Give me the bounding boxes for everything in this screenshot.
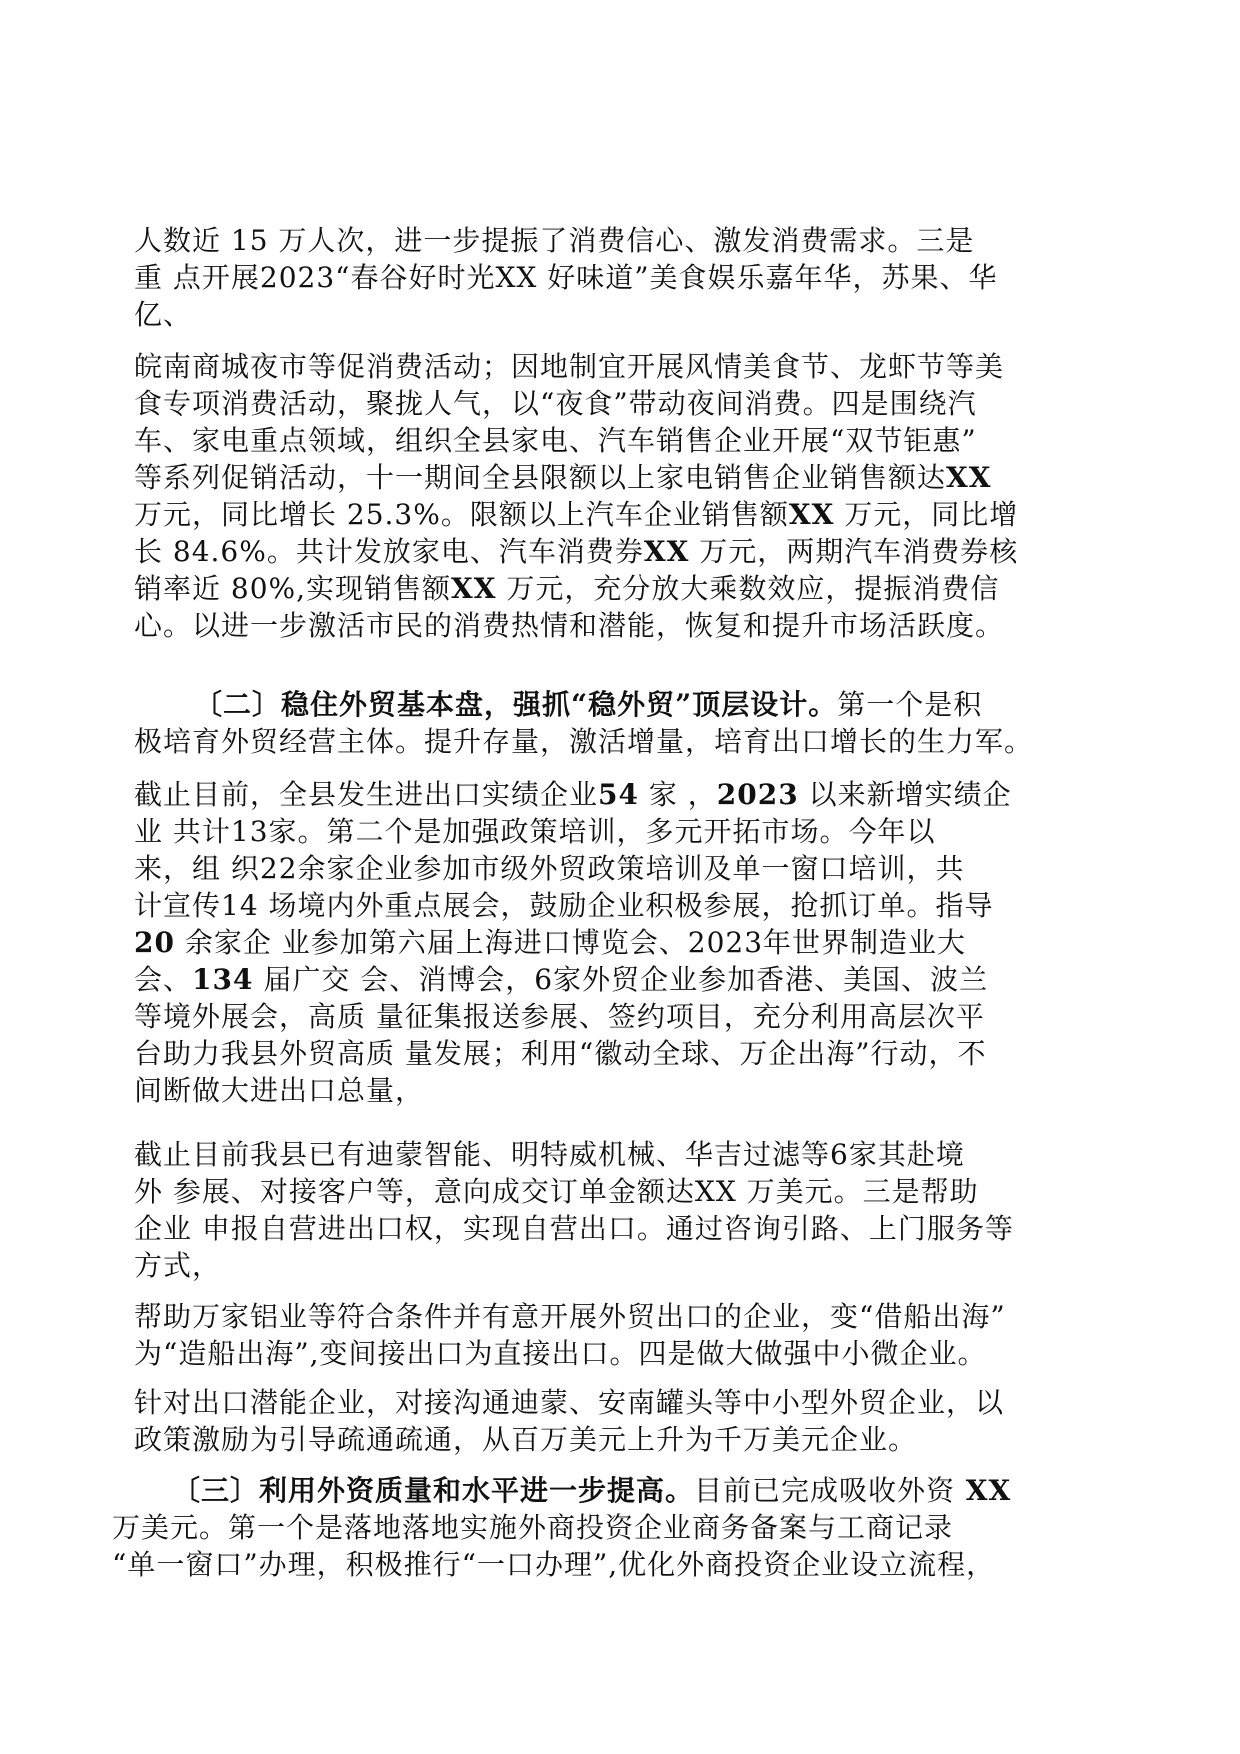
text-line: [112, 1472, 1122, 1509]
text-line: 外 参展、对接客户等，意向成交订单金额达XX 万美元。三是帮助: [134, 1175, 979, 1208]
text-line: [134, 533, 1114, 570]
text-line: 为“造船出海”,变间接出口为直接出口。四是做大做强中小微企业。: [134, 1337, 987, 1370]
text-segment: 目前已完成吸收外资: [694, 1474, 956, 1507]
amount-placeholder: XX: [955, 1474, 1012, 1507]
text-segment: 万元，两期汽车消费券核: [689, 535, 1019, 568]
text-line: 截止目前我县已有迪蒙智能、明特威机械、华吉过滤等6家其赴境: [134, 1138, 965, 1171]
text-line: [134, 961, 1114, 998]
text-line: 间断做大进出口总量，: [134, 1074, 425, 1107]
amount-placeholder: XX: [946, 461, 992, 494]
text-line: 车、家电重点领域，组织全县家电、汽车销售企业开展“双节钜惠”: [134, 424, 977, 457]
text-segment: 以来新增实绩企: [798, 778, 1012, 811]
text-line: 重 点开展2023“春谷好时光XX 好味道”美食娱乐嘉年华，苏果、华: [134, 261, 998, 294]
text-line: 台助力我县外贸高质 量发展；利用“徽动全球、万企出海”行动，不: [134, 1037, 987, 1070]
text-line: [134, 776, 1114, 813]
text-line: 极培育外贸经营主体。提升存量，激活增量，培育出口增长的生力军。: [134, 725, 1034, 758]
paragraph-self-export: [134, 1298, 1114, 1372]
text-line: 皖南商城夜市等促消费活动；因地制宜开展风情美食节、龙虾节等美: [134, 350, 1005, 383]
bold-number: 134: [192, 963, 254, 996]
text-segment: 会、: [134, 963, 193, 996]
text-line: 帮助万家铝业等符合条件并有意开展外贸出口的企业，变“借船出海”: [134, 1300, 1006, 1333]
text-line: [134, 924, 1114, 961]
text-line: 人数近 15 万人次，进一步提振了消费信心、激发消费需求。三是: [134, 224, 975, 257]
text-line: 企业 申报自营进出口权，实现自营出口。通过咨询引路、上门服务等: [134, 1212, 1014, 1245]
text-line: 计宣传14 场境内外重点展会，鼓励企业积极参展，抢抓订单。指导: [134, 889, 994, 922]
amount-placeholder: XX: [451, 572, 497, 605]
text-segment: 等系列促销活动，十一期间全县限额以上家电销售企业销售额达: [134, 461, 947, 494]
text-line: [134, 459, 1114, 496]
paragraph-exhibitions: [134, 1136, 1114, 1284]
paragraph-policy-training: [134, 776, 1114, 1109]
text-line: “单一窗口”办理，积极推行“一口办理”,优化外商投资企业设立流程，: [112, 1548, 996, 1581]
text-segment: 截止目前，全县发生进出口实绩企业: [134, 778, 599, 811]
bold-number: 54: [598, 778, 639, 811]
text-segment: 万元，充分放大乘数效应，提振消费信: [496, 572, 1000, 605]
text-segment: 销率近 80%,实现销售额: [134, 572, 452, 605]
text-segment: 余家企 业参加第六届上海进口博览会、2023年世界制造业大: [174, 926, 967, 959]
text-line: 针对出口潜能企业，对接沟通迪蒙、安南罐头等中小型外贸企业，以: [134, 1386, 1005, 1419]
text-segment: 家 ，: [638, 778, 717, 811]
bold-number: 2023: [716, 778, 799, 811]
paragraph-foreign-investment: [112, 1472, 1122, 1583]
amount-placeholder: XX: [788, 498, 835, 531]
text-line: [134, 570, 1114, 607]
text-line: 业 共计13家。第二个是加强政策培训，多元开拓市场。今年以: [134, 815, 936, 848]
text-line: 等境外展会，高质 量征集报送参展、签约项目，充分利用高层次平: [134, 1000, 985, 1033]
bold-number: 20: [134, 926, 175, 959]
text-line: [134, 686, 1114, 723]
text-line: 心。以进一步激活市民的消费热情和潜能，恢复和提升市场活跃度。: [134, 609, 1005, 642]
amount-placeholder: XX: [643, 535, 690, 568]
text-line: 政策激励为引导疏通疏通，从百万美元上升为千万美元企业。: [134, 1423, 918, 1456]
text-line: 方式，: [134, 1249, 222, 1282]
text-line: 食专项消费活动，聚拢人气，以“夜食”带动夜间消费。四是围绕汽: [134, 387, 977, 420]
text-segment: 第一个是积: [837, 688, 983, 721]
text-line: 亿、: [134, 298, 193, 331]
paragraph-small-enterprises: [134, 1384, 1114, 1458]
text-line: 来，组 织22余家企业参加市级外贸政策培训及单一窗口培训，共: [134, 852, 965, 885]
section-heading: 〔三〕利用外资质量和水平进一步提高。: [172, 1474, 695, 1507]
paragraph-promotion-activities: [134, 348, 1114, 644]
paragraph-foreign-trade: [134, 686, 1114, 760]
text-segment: 万元，同比增长 25.3%。限额以上汽车企业销售额: [134, 498, 789, 531]
text-line: [134, 496, 1114, 533]
text-segment: 万元，同比增: [834, 498, 1019, 531]
text-segment: 长 84.6%。共计发放家电、汽车消费券: [134, 535, 644, 568]
text-line: 万美元。第一个是落地落地实施外商投资企业商务备案与工商记录: [112, 1511, 954, 1544]
text-segment: 届广交 会、消博会，6家外贸企业参加香港、美国、波兰: [253, 963, 989, 996]
paragraph-consumption-events: [134, 222, 1114, 333]
section-heading: 〔二〕稳住外贸基本盘，强抓“稳外贸”顶层设计。: [194, 688, 838, 721]
